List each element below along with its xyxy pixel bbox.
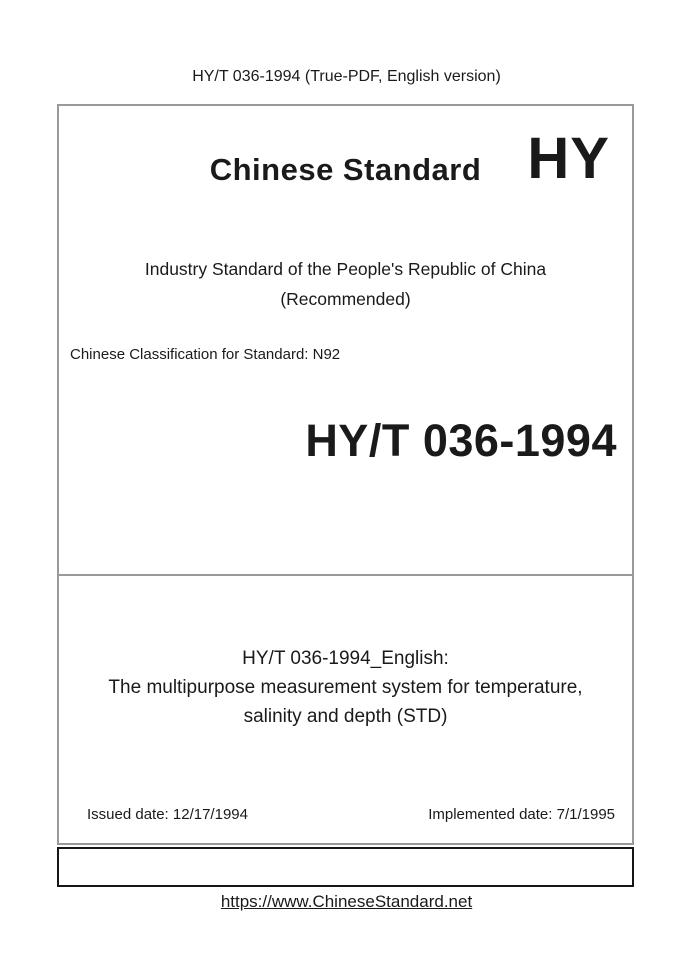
classification-line: Chinese Classification for Standard: N92 [70, 346, 341, 363]
standard-title-line: The multipurpose measurement system for temperature, [108, 677, 583, 698]
standard-type-line: Industry Standard of the People's Republic of China [144, 259, 547, 279]
empty-footer-box [57, 847, 634, 887]
implemented-date: Implemented date: 7/1/1995 [428, 806, 615, 823]
website-link[interactable]: https://www.ChineseStandard.net [220, 892, 473, 911]
standard-title-block [59, 644, 632, 731]
standard-title-line: salinity and depth (STD) [243, 706, 448, 727]
standard-type-recommended: (Recommended) [280, 289, 411, 309]
standard-title-id: HY/T 036-1994_English: [242, 648, 449, 669]
dates-row [87, 806, 615, 823]
page-footer [0, 892, 693, 912]
brand-title: Chinese Standard [209, 152, 482, 187]
issued-date: Issued date: 12/17/1994 [87, 806, 248, 823]
standard-number: HY/T 036-1994 [305, 415, 617, 466]
page-header-title: HY/T 036-1994 (True-PDF, English version) [192, 68, 501, 85]
section-divider [59, 574, 632, 576]
standard-type-block [59, 254, 632, 314]
publisher-code: HY [527, 126, 610, 191]
cover-box [57, 104, 634, 845]
